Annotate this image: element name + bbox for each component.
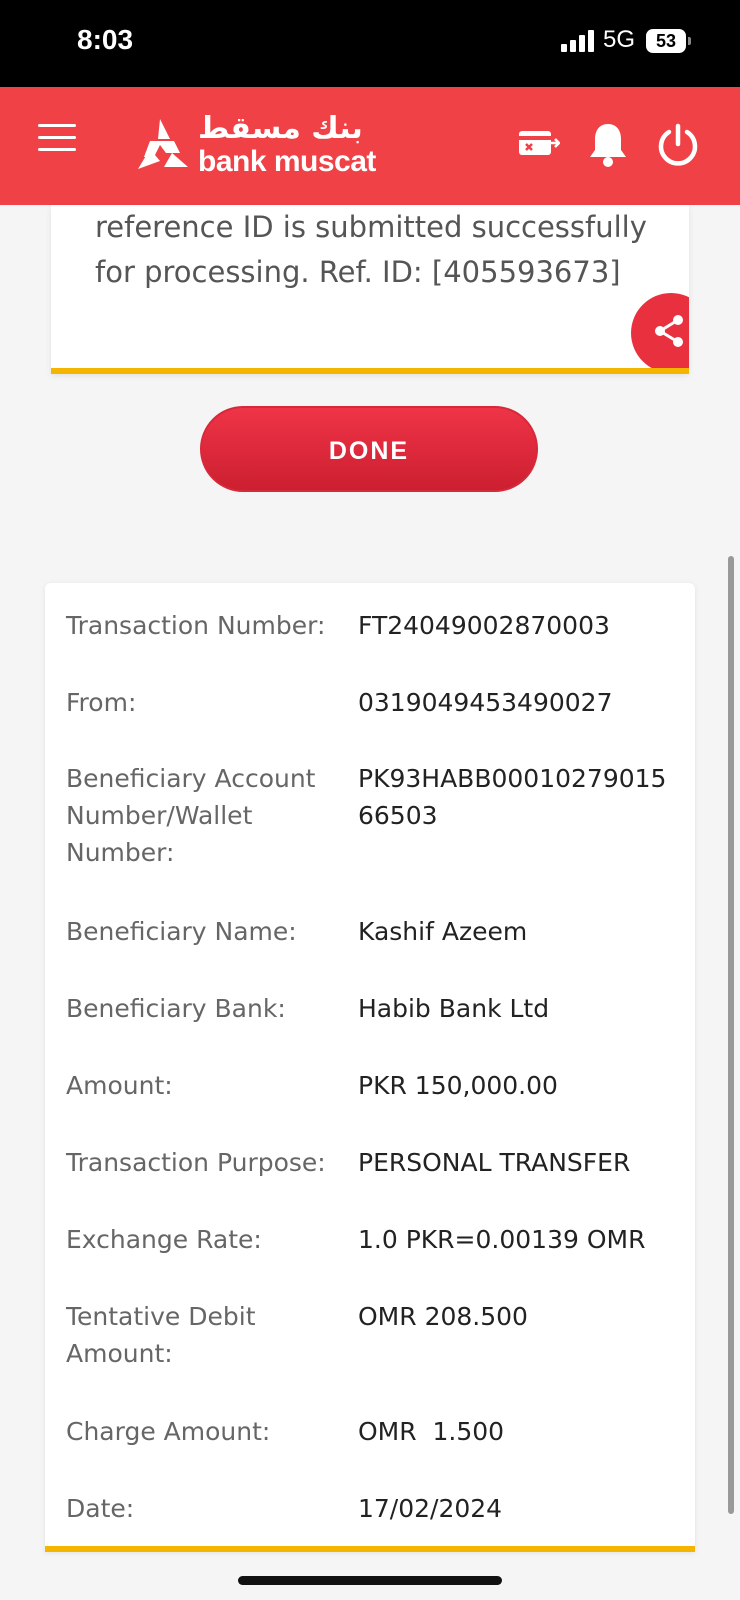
battery-icon: 53 bbox=[646, 29, 686, 53]
detail-label: Charge Amount: bbox=[66, 1417, 271, 1446]
detail-label: Transaction Number: bbox=[66, 611, 326, 640]
detail-value: Habib Bank Ltd bbox=[358, 994, 550, 1023]
network-type: 5G bbox=[603, 26, 636, 53]
detail-label: Beneficiary Bank: bbox=[66, 994, 286, 1023]
confirmation-card bbox=[51, 205, 689, 374]
detail-label: Beneficiary Account Number/Wallet Number: bbox=[66, 764, 316, 867]
menu-icon[interactable] bbox=[38, 124, 76, 154]
share-button[interactable] bbox=[631, 293, 689, 373]
detail-label: From: bbox=[66, 688, 137, 717]
confirmation-message: reference ID is submitted successfully for processing. Ref. ID: [405593673] bbox=[95, 210, 647, 289]
detail-label: Amount: bbox=[66, 1071, 173, 1100]
detail-label: Exchange Rate: bbox=[66, 1225, 262, 1254]
app-header bbox=[0, 87, 740, 205]
power-icon[interactable] bbox=[656, 123, 700, 167]
home-indicator[interactable] bbox=[238, 1576, 502, 1585]
detail-label: Beneficiary Name: bbox=[66, 917, 297, 946]
detail-value: PKR 150,000.00 bbox=[358, 1071, 558, 1100]
share-icon bbox=[651, 313, 687, 349]
detail-label: Date: bbox=[66, 1494, 135, 1523]
card-cancel-icon[interactable] bbox=[518, 127, 560, 159]
status-bar bbox=[0, 0, 740, 87]
battery-tip bbox=[688, 37, 691, 45]
transaction-details bbox=[45, 583, 695, 1552]
detail-value: PERSONAL TRANSFER bbox=[358, 1148, 631, 1177]
bell-icon[interactable] bbox=[588, 121, 628, 167]
detail-value: OMR 1.500 bbox=[358, 1417, 505, 1446]
bank-logo bbox=[130, 111, 380, 179]
detail-value: Kashif Azeem bbox=[358, 917, 528, 946]
detail-label: Transaction Purpose: bbox=[66, 1148, 326, 1177]
logo-english-text: bank muscat bbox=[198, 145, 376, 178]
detail-value: 1.0 PKR=0.00139 OMR bbox=[358, 1225, 646, 1254]
logo-arabic-text: بنك مسقط bbox=[198, 111, 363, 146]
detail-value: PK93HABB0001027901566503 bbox=[358, 764, 667, 830]
detail-label: Tentative Debit Amount: bbox=[66, 1302, 256, 1368]
detail-value: OMR 208.500 bbox=[358, 1302, 528, 1331]
detail-value: 17/02/2024 bbox=[358, 1494, 503, 1523]
detail-value: 0319049453490027 bbox=[358, 688, 613, 717]
signal-icon bbox=[561, 30, 595, 52]
scrollbar[interactable] bbox=[728, 556, 734, 1514]
status-time: 8:03 bbox=[77, 24, 134, 55]
detail-value: FT24049002870003 bbox=[358, 611, 610, 640]
done-button[interactable]: DONE bbox=[200, 406, 538, 492]
logo-mark-icon bbox=[130, 117, 192, 179]
